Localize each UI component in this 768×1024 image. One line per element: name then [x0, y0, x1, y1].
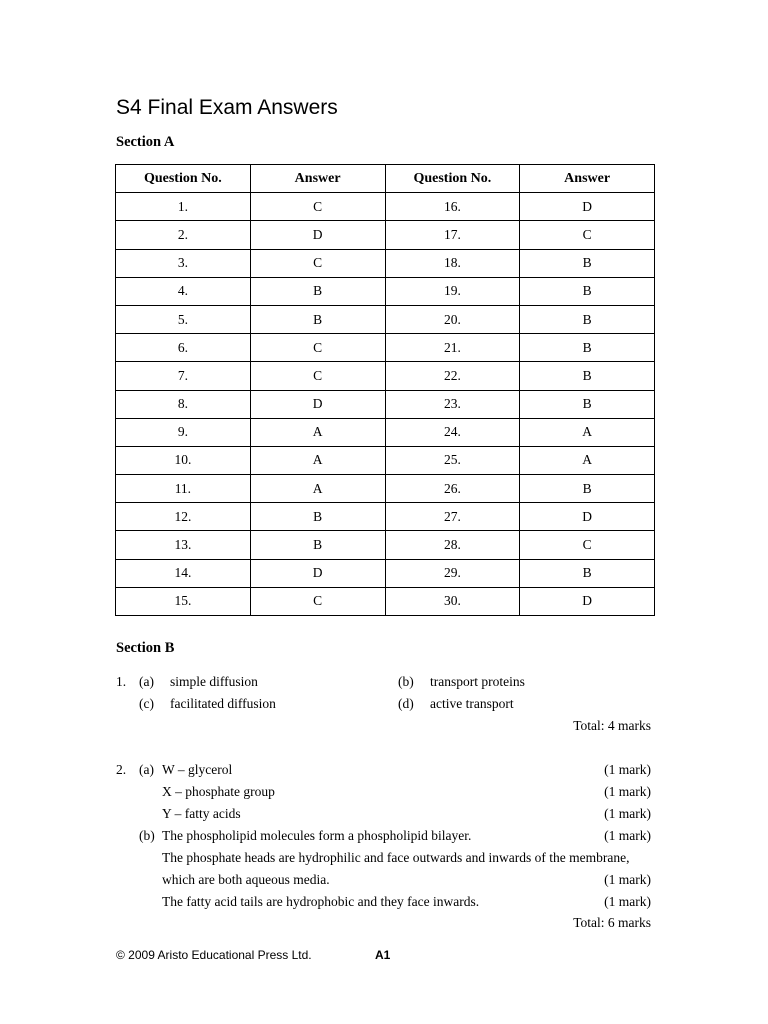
section-b-heading: Section B [116, 640, 175, 656]
answer-cell: C [250, 362, 385, 390]
answer-cell: C [250, 193, 385, 221]
answer-text: The fatty acid tails are hydrophobic and they face inwards. [162, 894, 480, 909]
question-number-cell: 7. [116, 362, 251, 390]
question-number-cell: 26. [385, 475, 520, 503]
answer-cell: D [520, 587, 655, 615]
answer-cell: C [250, 249, 385, 277]
answer-text: active transport [430, 696, 514, 711]
answer-cell: A [250, 475, 385, 503]
section-a-heading: Section A [116, 134, 175, 150]
answer-cell: B [250, 277, 385, 305]
question-number-cell: 22. [385, 362, 520, 390]
total-marks: Total: 4 marks [573, 718, 651, 733]
column-header: Answer [250, 165, 385, 193]
question-number-cell: 30. [385, 587, 520, 615]
answer-cell: B [250, 531, 385, 559]
mark-label: (1 mark) [604, 872, 651, 887]
table-row [116, 362, 655, 390]
answer-cell: D [250, 390, 385, 418]
answer-text: transport proteins [430, 674, 525, 689]
answer-text: W – glycerol [162, 762, 233, 777]
part-label: (a) [139, 674, 154, 689]
answer-cell: B [520, 559, 655, 587]
answer-cell: D [520, 193, 655, 221]
question-number-cell: 20. [385, 305, 520, 333]
total-marks: Total: 6 marks [573, 915, 651, 930]
answer-cell: D [250, 221, 385, 249]
answer-cell: C [250, 334, 385, 362]
table-row [116, 531, 655, 559]
part-label: (d) [398, 696, 414, 711]
table-row [116, 446, 655, 474]
answer-cell: B [250, 305, 385, 333]
question-number-cell: 25. [385, 446, 520, 474]
question-number-cell: 13. [116, 531, 251, 559]
answer-cell: C [250, 587, 385, 615]
mark-label: (1 mark) [604, 894, 651, 909]
answer-cell: C [520, 221, 655, 249]
table-row [116, 193, 655, 221]
question-number-cell: 28. [385, 531, 520, 559]
table-row [116, 418, 655, 446]
page-number: A1 [375, 948, 391, 962]
answer-cell: C [520, 531, 655, 559]
answer-cell: A [250, 446, 385, 474]
question-number-cell: 29. [385, 559, 520, 587]
answer-text: X – phosphate group [162, 784, 275, 799]
question-number-cell: 4. [116, 277, 251, 305]
answer-cell: B [520, 334, 655, 362]
mark-label: (1 mark) [604, 806, 651, 821]
answer-table [115, 164, 655, 616]
answer-text: Y – fatty acids [162, 806, 241, 821]
question-number-cell: 16. [385, 193, 520, 221]
part-label: (a) [139, 762, 154, 777]
question-number-cell: 2. [116, 221, 251, 249]
mark-label: (1 mark) [604, 762, 651, 777]
answer-text: The phosphate heads are hydrophilic and face outwards and inwards of the membrane, [162, 850, 630, 865]
answer-cell: A [520, 446, 655, 474]
question-number-cell: 12. [116, 503, 251, 531]
table-row [116, 221, 655, 249]
question-number-cell: 9. [116, 418, 251, 446]
question-number-cell: 27. [385, 503, 520, 531]
table-row [116, 334, 655, 362]
question-number-cell: 24. [385, 418, 520, 446]
table-row [116, 390, 655, 418]
answer-cell: B [520, 249, 655, 277]
answer-cell: B [520, 390, 655, 418]
column-header: Question No. [116, 165, 251, 193]
question-number-cell: 18. [385, 249, 520, 277]
question-number-cell: 11. [116, 475, 251, 503]
answer-text: facilitated diffusion [170, 696, 276, 711]
table-row [116, 249, 655, 277]
answer-cell: B [520, 362, 655, 390]
answer-text: simple diffusion [170, 674, 258, 689]
question-number: 2. [116, 762, 127, 777]
answer-cell: B [250, 503, 385, 531]
answer-text: The phospholipid molecules form a phospholipid bilayer. [162, 828, 472, 843]
table-row [116, 587, 655, 615]
answer-cell: D [520, 503, 655, 531]
question-number: 1. [116, 674, 127, 689]
question-number-cell: 1. [116, 193, 251, 221]
answer-cell: D [250, 559, 385, 587]
mark-label: (1 mark) [604, 784, 651, 799]
answer-cell: A [250, 418, 385, 446]
question-number-cell: 23. [385, 390, 520, 418]
table-row [116, 475, 655, 503]
mark-label: (1 mark) [604, 828, 651, 843]
table-row [116, 559, 655, 587]
table-row [116, 503, 655, 531]
table-header-row [116, 165, 655, 193]
question-number-cell: 10. [116, 446, 251, 474]
answer-cell: A [520, 418, 655, 446]
question-number-cell: 17. [385, 221, 520, 249]
question-number-cell: 15. [116, 587, 251, 615]
question-number-cell: 3. [116, 249, 251, 277]
part-label: (b) [398, 674, 414, 689]
question-number-cell: 8. [116, 390, 251, 418]
part-label: (b) [139, 828, 155, 843]
question-number-cell: 6. [116, 334, 251, 362]
table-row [116, 277, 655, 305]
copyright-text: © 2009 Aristo Educational Press Ltd. [116, 948, 312, 962]
column-header: Answer [520, 165, 655, 193]
answer-text: which are both aqueous media. [162, 872, 330, 887]
answer-cell: B [520, 277, 655, 305]
table-row [116, 305, 655, 333]
question-number-cell: 19. [385, 277, 520, 305]
question-number-cell: 21. [385, 334, 520, 362]
page-title: S4 Final Exam Answers [116, 96, 338, 119]
answer-cell: B [520, 305, 655, 333]
part-label: (c) [139, 696, 154, 711]
answer-cell: B [520, 475, 655, 503]
question-number-cell: 14. [116, 559, 251, 587]
column-header: Question No. [385, 165, 520, 193]
question-number-cell: 5. [116, 305, 251, 333]
